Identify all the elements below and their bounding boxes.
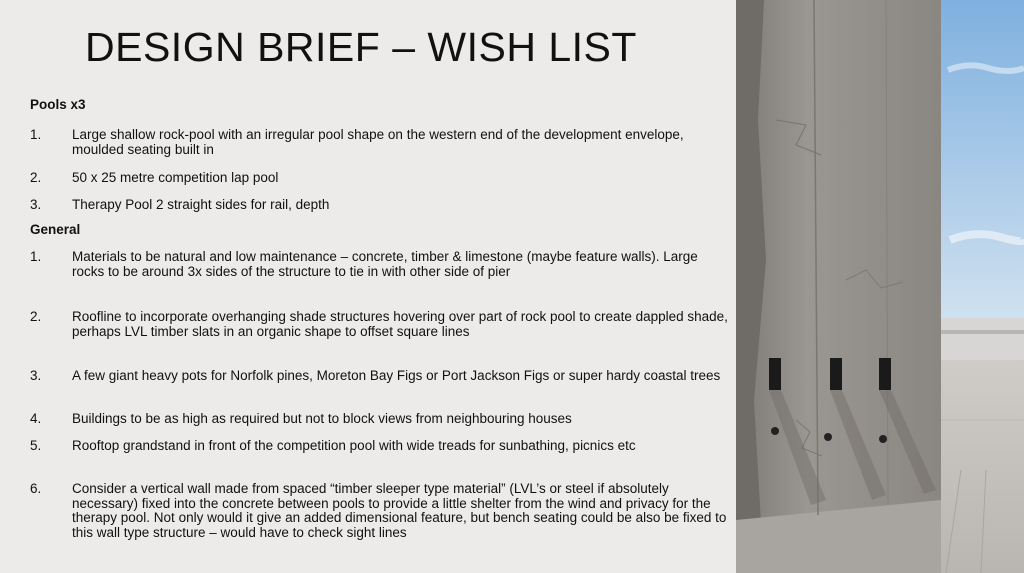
concrete-wall-photo bbox=[736, 0, 1024, 573]
section-heading-pools: Pools x3 bbox=[30, 97, 86, 112]
list-number: 6. bbox=[30, 481, 42, 496]
list-text: A few giant heavy pots for Norfolk pines, Moreton Bay Figs or Port Jackson Figs or super hardy coastal trees bbox=[72, 368, 721, 383]
list-text: Therapy Pool 2 straight sides for rail, depth bbox=[72, 197, 330, 212]
list-number: 1. bbox=[30, 127, 42, 142]
list-number: 1. bbox=[30, 249, 42, 264]
list-number: 3. bbox=[30, 197, 42, 212]
list-text: Consider a vertical wall made from spaced “timber sleeper type material” (LVL’s or steel if absolutely necessary) fixed into the concrete between pools to provide a little shelter from the wind and privacy for the therapy pool. Not only would it give an added dimensional feature, but bench seating could be also be fixed to this wall type structure – would have to check sight lines bbox=[72, 481, 727, 540]
list-text: Materials to be natural and low maintenance – concrete, timber & limestone (maybe feature walls). Large rocks to be around 3x sides of the structure to tie in with other side of pier bbox=[72, 249, 698, 279]
list-number: 4. bbox=[30, 411, 42, 426]
list-text: Roofline to incorporate overhanging shade structures hovering over part of rock pool to create dappled shade, perhaps LVL timber slats in an organic shape to offset square lines bbox=[72, 309, 728, 339]
list-text: Buildings to be as high as required but not to block views from neighbouring houses bbox=[72, 411, 572, 426]
list-number: 2. bbox=[30, 170, 42, 185]
list-number: 5. bbox=[30, 438, 42, 453]
list-text: Large shallow rock-pool with an irregular pool shape on the western end of the development envelope, moulded seating built in bbox=[72, 127, 684, 157]
list-text: 50 x 25 metre competition lap pool bbox=[72, 170, 279, 185]
list-text: Rooftop grandstand in front of the competition pool with wide treads for sunbathing, picnics etc bbox=[72, 438, 636, 453]
list-number: 2. bbox=[30, 309, 42, 324]
section-heading-general: General bbox=[30, 222, 81, 237]
list-number: 3. bbox=[30, 368, 42, 383]
slide-title: DESIGN BRIEF – WISH LIST bbox=[85, 24, 637, 70]
